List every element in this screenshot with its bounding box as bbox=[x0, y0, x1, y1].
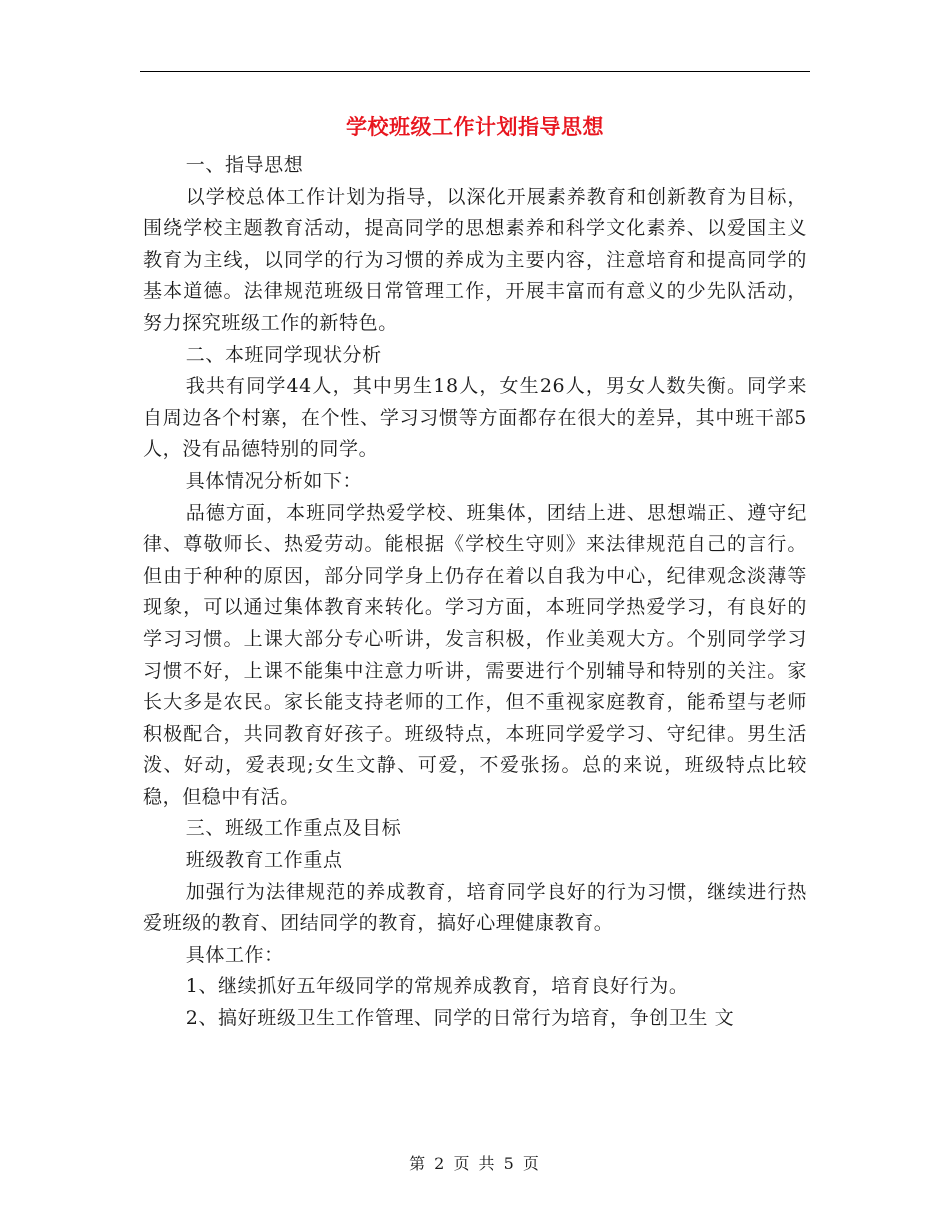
subheading: 班级教育工作重点 bbox=[185, 849, 343, 872]
list-item: 1、继续抓好五年级同学的常规养成教育，培育良好行为。 bbox=[185, 975, 689, 998]
paragraph: 品德方面，本班同学热爱学校、班集体，团结上进、思想端正、遵守纪律、尊敬师长、热爱劳动。能根据《学校生守则》来法律规范自己的言行。但由于种种的原因，部分同学身上仍存在着以自我为中心，纪律观念淡薄等现象，可以通过集体教育来转化。学习方面，本班同学热爱学习，有良好的学习习惯。上课大部分专心听讲，发言积极，作业美观大方。个别同学学习习惯不好，上课不能集中注意力听讲，需要进行个别辅导和特别的关注。家长大多是农民。家长能支持老师的工作，但不重视家庭教育，能希望与老师积极配合，共同教育好孩子。班级特点，本班同学爱学习、守纪律。男生活泼、好动，爱表现;女生文静、可爱，不爱张扬。总的来说，班级特点比较稳，但稳中有活。 bbox=[143, 501, 807, 808]
paragraph: 加强行为法律规范的养成教育，培育同学良好的行为习惯，继续进行热爱班级的教育、团结同学的教育，搞好心理健康教育。 bbox=[143, 880, 807, 935]
section-heading-class-analysis: 二、本班同学现状分析 bbox=[185, 343, 382, 366]
section-heading-guiding-ideology: 一、指导思想 bbox=[185, 154, 304, 176]
paragraph: 具体情况分析如下： bbox=[185, 469, 363, 492]
paragraph: 我共有同学44人，其中男生18人，女生26人，男女人数失衡。同学来自周边各个村寨，在个性、学习习惯等方面都存在很大的差异，其中班干部5人，没有品德特别的同学。 bbox=[143, 375, 807, 461]
section-heading-work-focus: 三、班级工作重点及目标 bbox=[185, 817, 402, 840]
list-item: 2、搞好班级卫生工作管理、同学的日常行为培育，争创卫生 文 bbox=[185, 1007, 735, 1030]
document-body bbox=[143, 150, 807, 1035]
paragraph: 以学校总体工作计划为指导，以深化开展素养教育和创新教育为目标，围绕学校主题教育活动，提高同学的思想素养和科学文化素养、以爱国主义教育为主线，以同学的行为习惯的养成为主要内容，注意培育和提高同学的基本道德。法律规范班级日常管理工作，开展丰富而有意义的少先队活动，努力探究班级工作的新特色。 bbox=[143, 185, 807, 334]
subheading: 具体工作： bbox=[185, 943, 284, 966]
page-footer: 第 2 页 共 5 页 bbox=[409, 1154, 541, 1173]
document-title: 学校班级工作计划指导思想 bbox=[346, 114, 604, 139]
top-rule bbox=[140, 71, 810, 72]
